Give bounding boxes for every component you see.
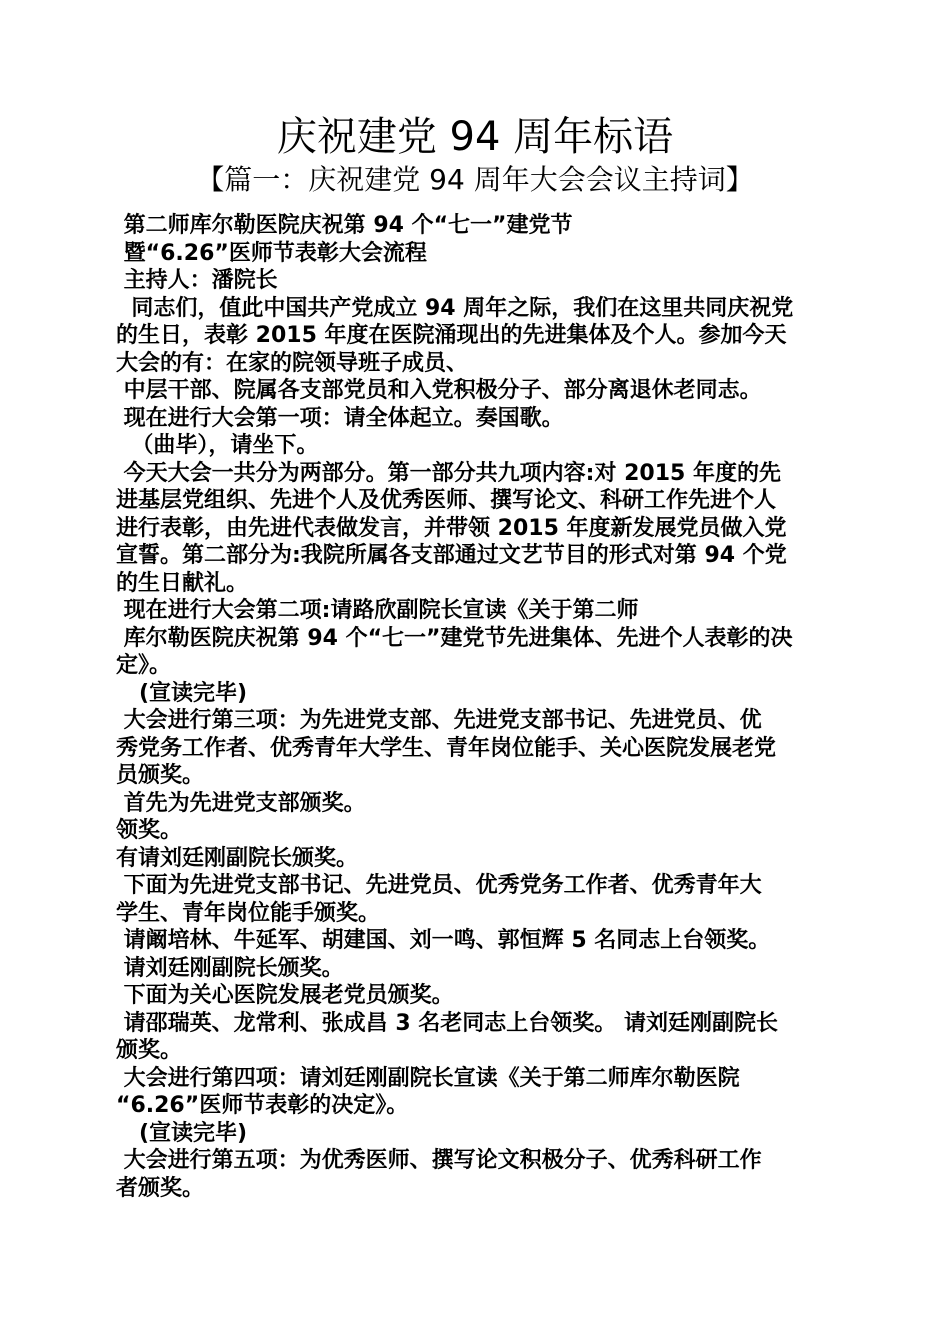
body-line: (宣读完毕) bbox=[116, 680, 248, 706]
body-line: 大会进行第三项：为先进党支部、先进党支部书记、先进党员、优 bbox=[116, 708, 762, 733]
body-line: 中层干部、院属各支部党员和入党积极分子、部分离退休老同志。 bbox=[116, 378, 762, 403]
body-line: 颁奖。 bbox=[116, 1038, 183, 1063]
body-line: 领奖。 bbox=[116, 818, 183, 843]
body-line: 暨“6.26”医师节表彰大会流程 bbox=[116, 240, 427, 266]
body-line: 进行表彰，由先进代表做发言，并带领 2015 年度新发展党员做入党 bbox=[116, 515, 787, 541]
body-line: 的生日，表彰 2015 年度在医院涌现出的先进集体及个人。参加今天 bbox=[116, 323, 787, 348]
body-line: 现在进行大会第二项:请路欣副院长宣读《关于第二师 bbox=[116, 598, 639, 623]
body-line: 库尔勒医院庆祝第 94 个“七一”建党节先进集体、先进个人表彰的决 bbox=[116, 625, 793, 651]
body-line: 进基层党组织、先进个人及优秀医师、撰写论文、科研工作先进个人 bbox=[116, 488, 777, 513]
body-line: 秀党务工作者、优秀青年大学生、青年岗位能手、关心医院发展老党 bbox=[116, 735, 777, 761]
body-line: 的生日献礼。 bbox=[116, 570, 249, 596]
body-line: 现在进行大会第一项：请全体起立。奏国歌。 bbox=[116, 405, 564, 431]
body-line: 大会的有：在家的院领导班子成员、 bbox=[116, 350, 469, 376]
body-line: 宣誓。第二部分为:我院所属各支部通过文艺节目的形式对第 94 个党 bbox=[116, 543, 787, 568]
body-line: 大会进行第四项：请刘廷刚副院长宣读《关于第二师库尔勒医院 bbox=[116, 1065, 740, 1091]
body-line: 者颁奖。 bbox=[116, 1175, 205, 1201]
document-title: 庆祝建党 94 周年标语 bbox=[276, 114, 674, 160]
document-subtitle: 【篇一：庆祝建党 94 周年大会会议主持词】 bbox=[196, 163, 754, 196]
body-line: “6.26”医师节表彰的决定》。 bbox=[116, 1093, 409, 1118]
document-body bbox=[116, 212, 846, 1202]
body-line: (宣读完毕) bbox=[116, 1120, 248, 1146]
body-line: 有请刘廷刚副院长颁奖。 bbox=[116, 845, 359, 871]
body-line: 学生、青年岗位能手颁奖。 bbox=[116, 900, 381, 926]
body-line: 下面为关心医院发展老党员颁奖。 bbox=[116, 983, 454, 1008]
body-line: 请刘廷刚副院长颁奖。 bbox=[116, 955, 344, 981]
body-line: 定》。 bbox=[116, 653, 172, 678]
body-line: 今天大会一共分为两部分。第一部分共九项内容:对 2015 年度的先 bbox=[116, 460, 782, 486]
body-line: 同志们，值此中国共产党成立 94 周年之际，我们在这里共同庆祝党 bbox=[116, 295, 794, 321]
body-line: 请邵瑞英、龙常利、张成昌 3 名老同志上台领奖。 请刘廷刚副院长 bbox=[116, 1010, 778, 1036]
body-line: 主持人：潘院长 bbox=[116, 268, 278, 293]
body-line: 首先为先进党支部颁奖。 bbox=[116, 790, 366, 816]
body-line: 员颁奖。 bbox=[116, 763, 205, 788]
body-line: 第二师库尔勒医院庆祝第 94 个“七一”建党节 bbox=[116, 213, 573, 238]
body-line: 大会进行第五项：为优秀医师、撰写论文积极分子、优秀科研工作 bbox=[116, 1148, 762, 1173]
body-line: （曲毕），请坐下。 bbox=[116, 433, 319, 458]
body-line: 下面为先进党支部书记、先进党员、优秀党务工作者、优秀青年大 bbox=[116, 873, 762, 898]
body-line: 请阚培林、牛延军、胡建国、刘一鸣、郭恒辉 5 名同志上台领奖。 bbox=[116, 928, 771, 953]
